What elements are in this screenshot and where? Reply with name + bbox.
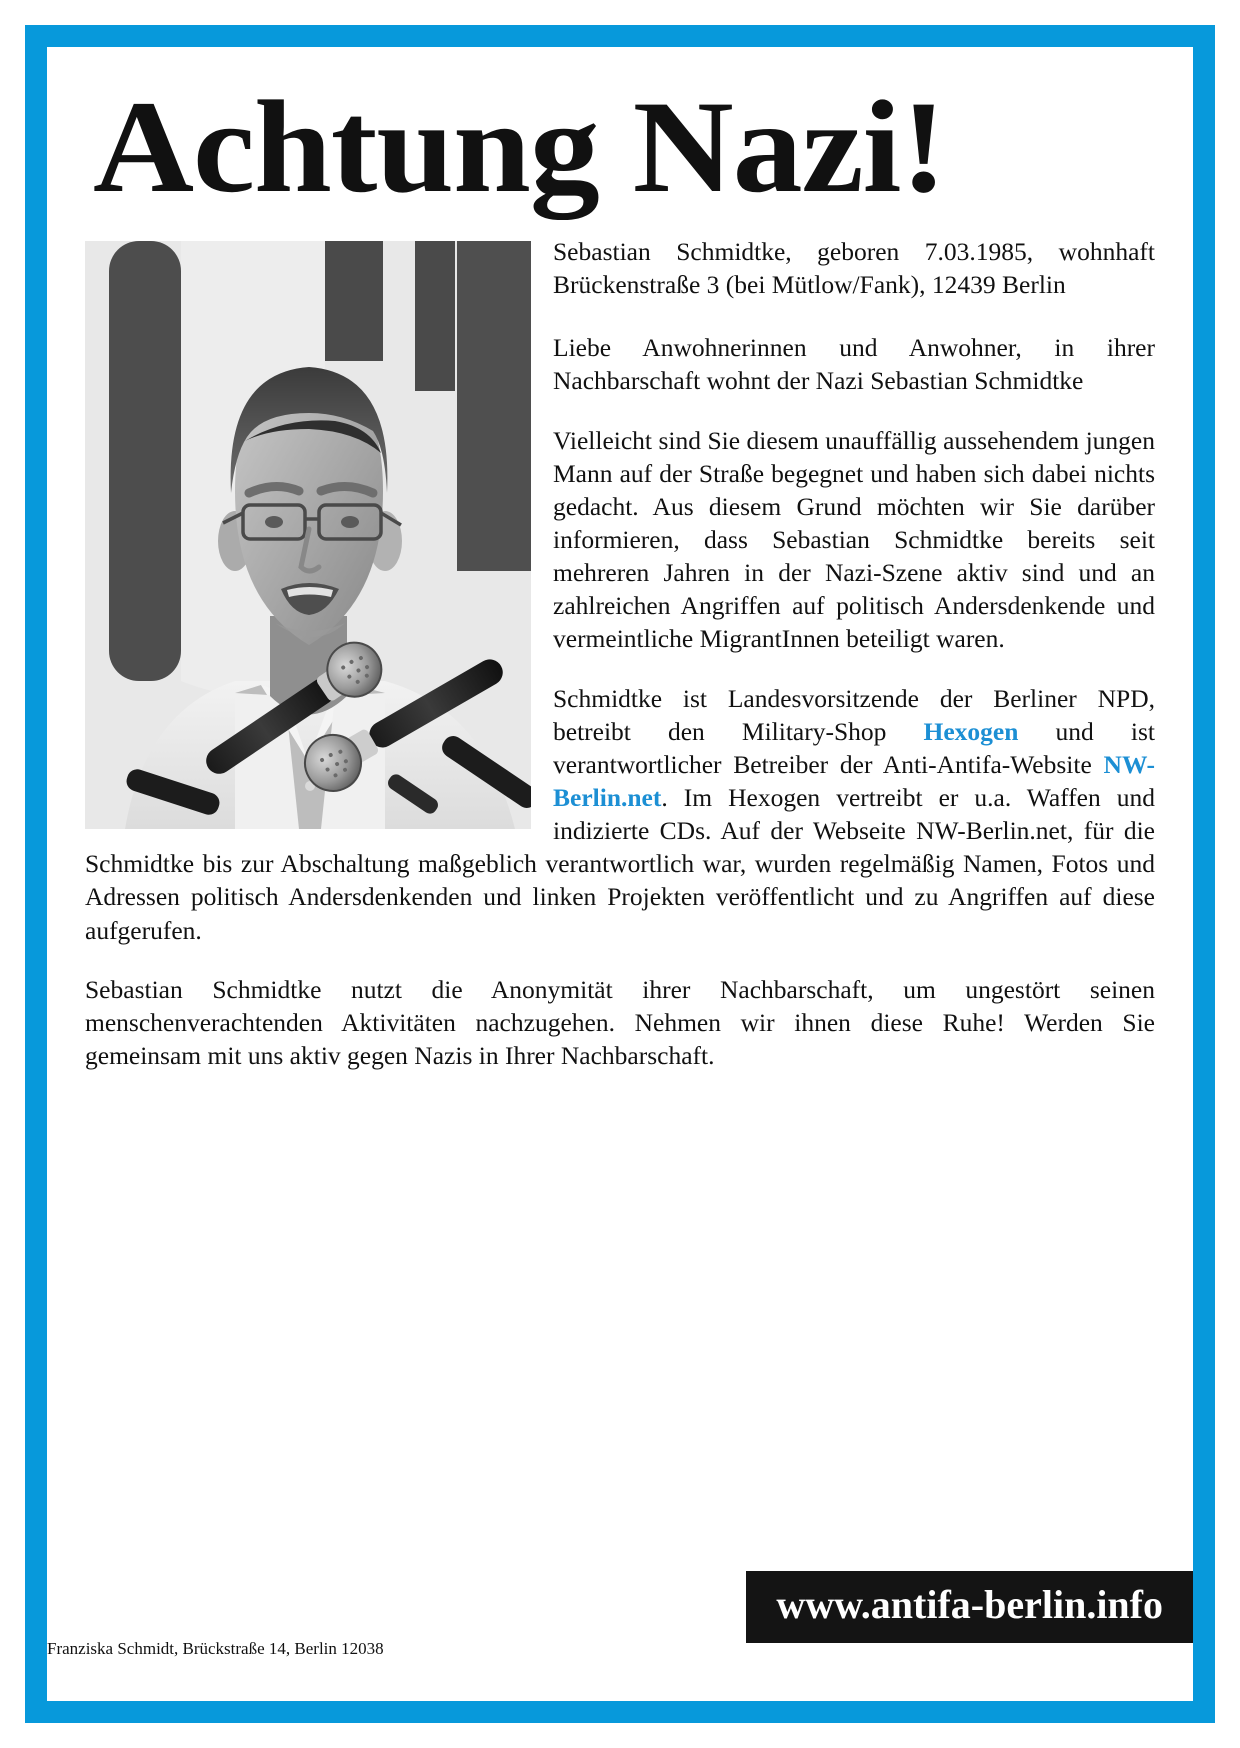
call-to-action-paragraph: Sebastian Schmidtke nutzt die Anonymität ihrer Nachbarschaft, um ungestört seinen menschenverachtenden Aktivitäten nachzugehen. Nehmen wir ihnen diese Ruhe! Werden Sie gemeinsam mit uns aktiv gegen Nazis in Ihrer Nachbarschaft. xyxy=(85,974,1155,1070)
activities-text-part-1: Schmidtke ist Landesvorsitzende der Berliner NPD, betreibt den Military-Shop xyxy=(553,683,1155,746)
page-title: Achtung Nazi! xyxy=(93,73,946,220)
portrait-photo-graphic xyxy=(85,241,531,829)
blue-border-frame xyxy=(25,25,1215,1723)
salutation-paragraph: Liebe Anwohnerinnen und Anwohner, in ihrer Nachbarschaft wohnt der Nazi Sebastian Schmidtke xyxy=(553,333,1155,396)
hexogen-link[interactable]: Hexogen xyxy=(923,716,1019,746)
website-url: www.antifa-berlin.info xyxy=(776,1582,1163,1627)
activities-text-part-3: . Im Hexogen vertreibt er u.a. Waffen und indizierte CDs. Auf der Webseite NW-Berlin.net, für die Schmidtke bis zur Abschaltung maßgeblich verantwortlich war, wurden regelmäßig Namen, Fotos und Adressen politisch Andersdenkenden und linken Projekten veröffentlicht und zu Angriffen auf diese aufgerufen. xyxy=(85,782,1155,945)
activities-text-part-2: und ist verantwortlicher Betreiber der Anti-Antifa-Website xyxy=(553,716,1155,779)
background-paragraph: Vielleicht sind Sie diesem unauffällig aussehendem jungen Mann auf der Straße begegnet und haben sich dabei nichts gedacht. Aus diesem Grund möchten wir Sie darüber informieren, dass Sebastian Schmidtke bereits seit mehreren Jahren in der Nazi-Szene aktiv sind und an zahlreichen Angriffen auf politisch Andersdenkende und vermeintliche MigrantInnen beteiligt waren. xyxy=(553,425,1155,654)
footer-band xyxy=(47,1486,1193,1701)
imprint-line: Franziska Schmidt, Brückstraße 14, Berlin 12038 xyxy=(47,1639,384,1658)
nw-berlin-link[interactable]: NW-Berlin.net xyxy=(553,749,1155,812)
website-banner[interactable] xyxy=(746,1571,1193,1643)
portrait-photo xyxy=(85,241,531,829)
poster-inner xyxy=(47,47,1193,1701)
identity-paragraph: Sebastian Schmidtke, geboren 7.03.1985, wohnhaft Brückenstraße 3 (bei Mütlow/Fank), 12439 Berlin xyxy=(553,237,1155,300)
article-body xyxy=(85,235,1155,1072)
